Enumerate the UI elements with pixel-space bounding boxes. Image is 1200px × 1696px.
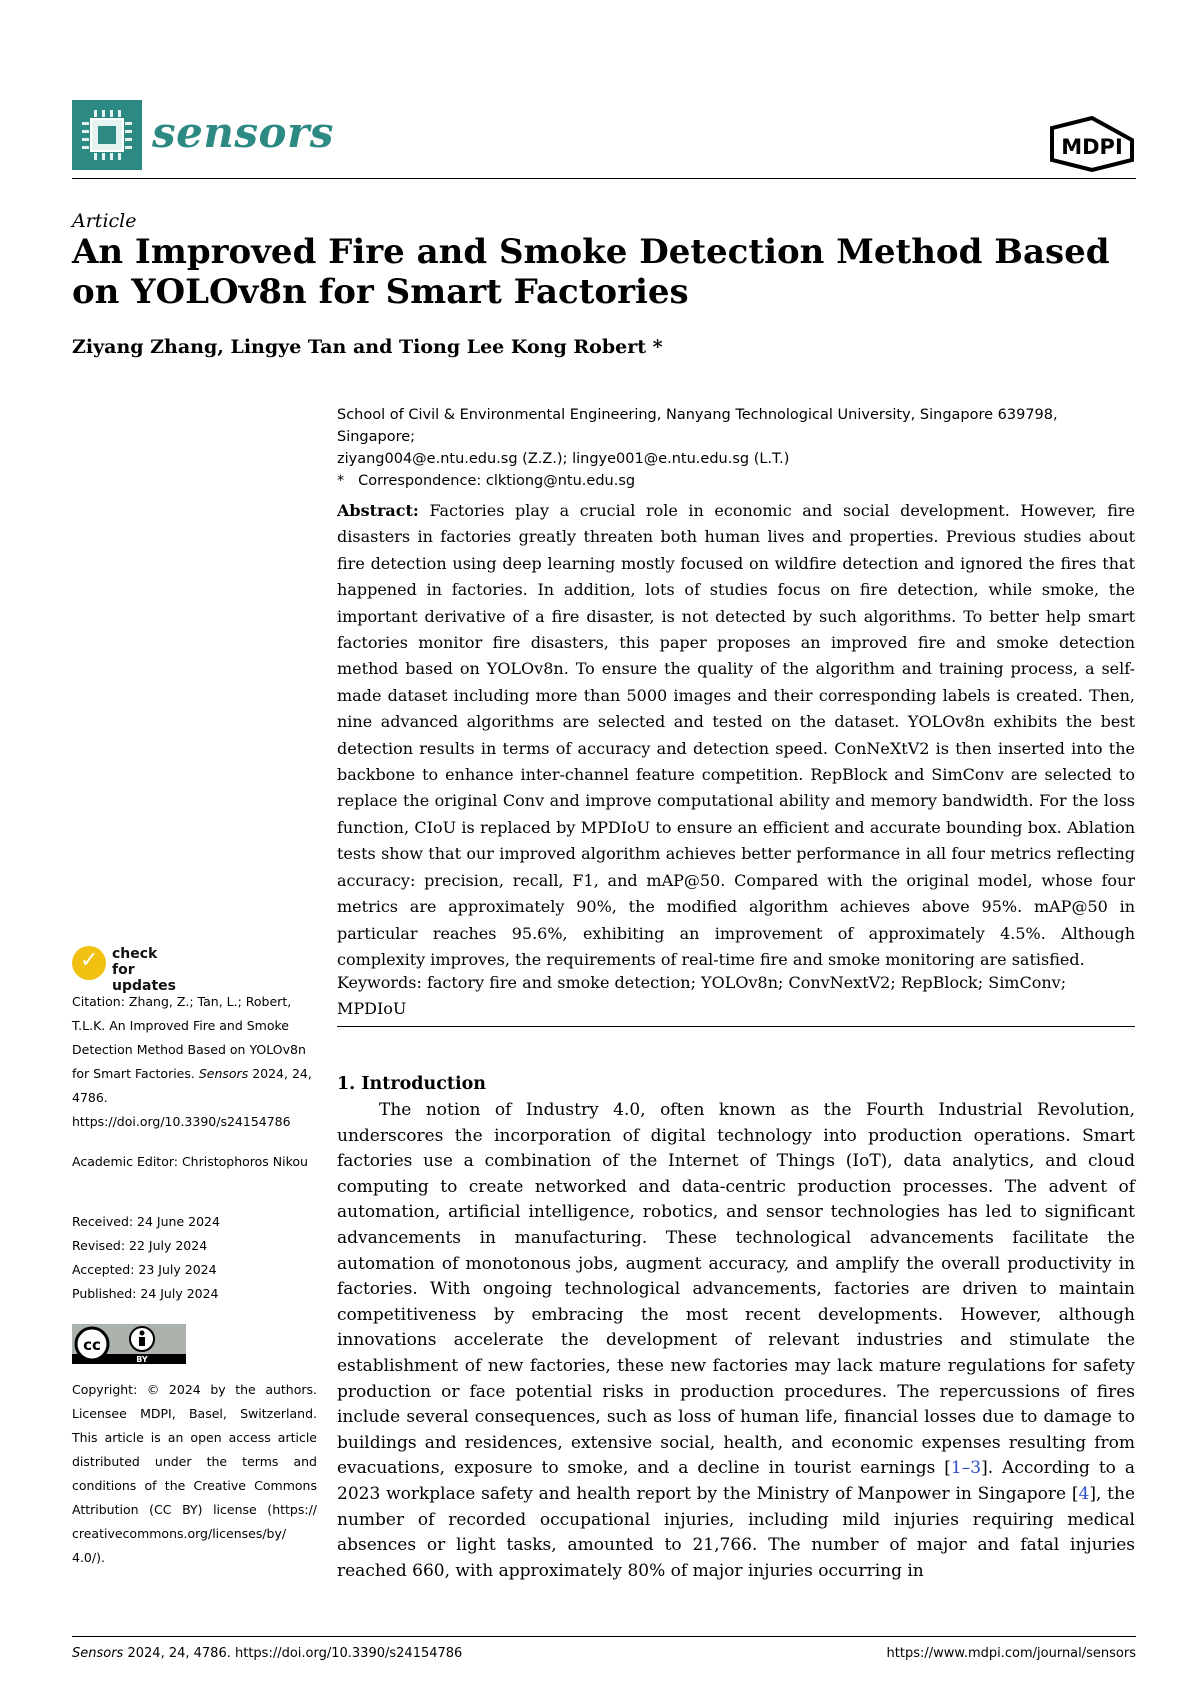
affiliation-line: School of Civil & Environmental Engineering, Nanyang Technological University, Singapore 639798, Singapore; [337,407,1058,445]
journal-name[interactable]: sensors [152,108,334,157]
header-rule [72,178,1136,179]
abstract-text: Factories play a crucial role in economic and social development. However, fire disasters in factories greatly threaten both human lives and properties. Previous studies about fire detection using deep learning mostly focused on wildfire detection and ignored the fires that happened in factories. In addition, lots of studies focus on fire detection, while smoke, the important derivative of a fire disaster, is not detected by such algorithms. To better help smart factories monitor fire disasters, this paper proposes an improved fire and smoke detection method based on YOLOv8n. To ensure the quality of the algorithm and training process, a self-made dataset including more than 5000 images and their corresponding labels is created. Then, nine advanced algorithms are selected and tested on the dataset. YOLOv8n exhibits the best detection results in terms of accuracy and detection speed. ConNeXtV2 is then inserted into the backbone to enhance inter-channel feature competition. RepBlock and SimConv are selected to replace the original Conv and improve computational ability and memory bandwidth. For the loss function, CIoU is replaced by MPDIoU to ensure an efficient and accurate bounding box. Ablation tests show that our improved algorithm achieves better performance in all four metrics reflecting accuracy: precision, recall, F1, and mAP@50. Compared with the original model, whose four metrics are approximately 90%, the modified algorithm achieves above 95%. mAP@50 in particular reaches 95.6%, exhibiting an improvement of approximately 4.5%. Although complexity improves, the requirements of real-time fire and smoke monitoring are satisfied. [337,501,1135,969]
citation-block [72,990,317,1134]
section-heading: 1. Introduction [337,1074,486,1094]
mdpi-logo[interactable] [1048,116,1136,172]
keywords [337,970,1135,1022]
footer-journal: Sensors [72,1646,124,1661]
citation-text: Citation: Zhang, Z.; Tan, L.; Robert, T.L.K. An Improved Fire and Smoke Detection Method Based on YOLOv8n for Smart Factories. [72,994,306,1081]
correspondence: * Correspondence: clktiong@ntu.edu.sg [337,473,636,489]
intro-text: ], the number of recorded occupational injuries, including mild injuries requiring medical absences or light tasks, amounted to 21,766. The number of major and fatal injuries reached 660, with approximately 80% of major injuries occurring in [337,1483,1136,1581]
keywords-text: factory fire and smoke detection; YOLOv8n; ConvNextV2; RepBlock; SimConv; MPDIoU [337,973,1067,1018]
received-date: Received: 24 June 2024 [72,1214,220,1229]
keywords-divider [337,1026,1135,1027]
intro-text: ]. According to a 2023 workplace safety and health report by the Ministry of Manpower in Singapore [ [337,1458,1135,1504]
article-type: Article [72,210,137,232]
keywords-label: Keywords: [337,973,422,992]
accepted-date: Accepted: 23 July 2024 [72,1262,217,1277]
paper-title: An Improved Fire and Smoke Detection Method Based on YOLOv8n for Smart Factories [72,232,1110,312]
check-for-updates-label: check for updates [112,946,176,994]
published-date: Published: 24 July 2024 [72,1286,219,1301]
check-icon: ✓ [72,946,106,980]
footer-doi[interactable]: 2024, 24, 4786. https://doi.org/10.3390/s24154786 [127,1646,463,1661]
copyright-notice: Copyright: © 2024 by the authors. Licensee MDPI, Basel, Switzerland. This article is an open access article distributed under the terms and conditions of the Creative Commons Attribution (CC BY) license (https:// creativecommons.org/licenses/by/ 4.0/). [72,1382,317,1565]
author-emails[interactable]: ziyang004@e.ntu.edu.sg (Z.Z.); lingye001@e.ntu.edu.sg (L.T.) [337,451,790,467]
svg-text:cc: cc [83,1336,101,1354]
academic-editor: Academic Editor: Christophoros Nikou [72,1154,308,1169]
citation-doi[interactable]: 2024, 24, 4786. https://doi.org/10.3390/s24154786 [72,1066,312,1129]
author-list: Ziyang Zhang, Lingye Tan and Tiong Lee Kong Robert * [72,336,663,358]
footer-citation [72,1646,462,1661]
citation-link[interactable]: 4 [1078,1483,1090,1504]
publisher-name: MDPI [1061,135,1123,159]
intro-text: The notion of Industry 4.0, often known as the Fourth Industrial Revolution, underscores the incorporation of digital technology into production operations. Smart factories use a combination of the Internet of Things (IoT), data analytics, and cloud computing to create networked and data-centric production processes. The advent of automation, artificial intelligence, robotics, and sensor technologies has led to significant advancements in manufacturing. These technological advancements facilitate the automation of monotonous jobs, augment accuracy, and amplify the overall productivity in factories. With ongoing technological advancements, factories are driven to maintain competitiveness by embracing the most recent developments. However, although innovations accelerate the development of relevant industries and stimulate the establishment of new factories, these new factories may lack mature regulations for safety production or face potential risks in production procedures. The repercussions of fires include several consequences, such as loss of human life, financial losses due to damage to buildings and residences, extensive social, health, and economic expenses resulting from evacuations, exposure to smoke, and a decline in tourist earnings [ [337,1100,1135,1479]
footer-journal-url[interactable]: https://www.mdpi.com/journal/sensors [886,1646,1136,1661]
introduction-paragraph [337,1098,1135,1584]
cc-by-license-icon[interactable] [72,1324,186,1364]
check-for-updates-button[interactable] [72,946,182,994]
abstract [337,498,1135,973]
cc-by-label: BY [136,1355,148,1364]
citation-link[interactable]: 1–3 [950,1458,982,1479]
citation-journal: Sensors [198,1066,249,1081]
journal-logo [72,100,142,170]
footer-rule [72,1636,1136,1637]
abstract-label: Abstract: [337,501,419,520]
publication-dates [72,1210,317,1306]
revised-date: Revised: 22 July 2024 [72,1238,208,1253]
chip-icon [90,118,124,152]
affiliation-block [337,404,1137,492]
